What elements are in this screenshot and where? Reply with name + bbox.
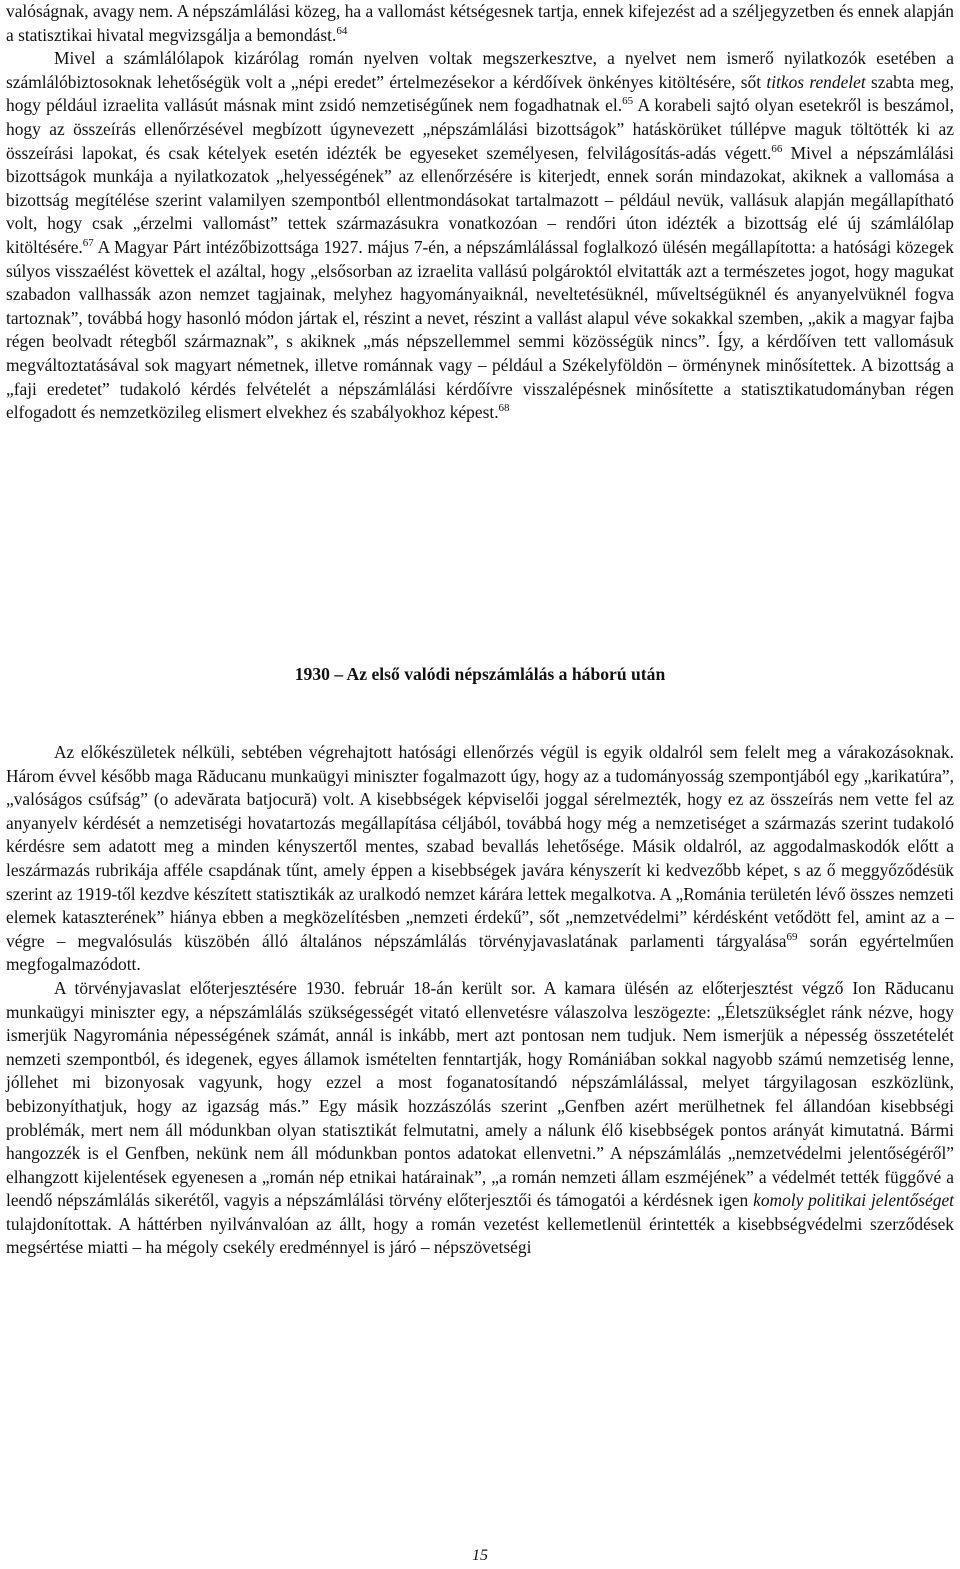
section-2-body: [6, 741, 954, 1260]
paragraph-3: Az előkészületek nélküli, sebtében végrehajtott hatósági ellenőrzés végül is egyik oldalról sem felelt meg a várakozásoknak. Három évvel később maga Răducanu munkaügyi miniszter fogalmazott úgy, hogy az a tudományosság szempontjából egy „karikatúra”, „valóságos csúfság” (o adevărata batjocură) volt. A kisebbségek képviselői joggal sérelmezték, hogy ez az összeírás nem vette fel az anyanyelv kérdését a nemzetiségi hovatartozás megállapítása céljából, továbbá hogy még a nemzetiséget a származás szerint tudakoló kérdésre sem adatott meg a minden kényszertől mentes, szabad bevallás lehetősége. Másik oldalról, az aggodalmaskodók előtt a leszármazás rubrikája afféle csapdának tűnt, amely éppen a kisebbségek javára kényszerít ki kedvezőbb képet, s az ő meggyőződésük szerint az 1919-től kezdve készített statisztikák az uralkodó nemzet kárára lettek megalkotva. A „Románia területén lévő összes nemzeti elemek kataszterének” hiánya ebben a megközelítésben „nemzeti érdekű”, sőt „nemzetvédelmi” kérdésként vetődött fel, amint az a – végre – megvalósulás küszöbén álló általános népszámlálás törvényjavaslatának parlamenti tárgyalása$^{69}$ során egyértelműen megfogalmazódott.: [6, 742, 954, 975]
footnote-ref: 65: [622, 95, 634, 108]
emphasis-text: titkos rendelet: [766, 71, 866, 92]
emphasis-text: komoly politikai jelentőséget: [753, 1190, 954, 1211]
paragraph-4: A törvényjavaslat előterjesztésére 1930. február 18-án került sor. A kamara ülésén az előterjesztést végző Ion Răducanu munkaügyi miniszter egy, a népszámlálás szükségességét vitató ellenvetésre válaszolva leszögezte: „Életszükséglet ránk nézve, hogy ismerjük Nagyrománia népességének számát, annál is inkább, mert azt pontosan nem tudjuk. Nem ismerjük a népesség összetételét nemzeti szempontból, és idegenek, egyes államok ismételten fenntartják, hogy Romániában sokkal nagyobb számú nemzetiség lenne, jóllehet mi bizonyosak vagyunk, hogy ezzel a most foganatosítandó népszámlálással, melyet tárgyilagosan eszközlünk, bebizonyíthatjuk, hogy az igazság más.” Egy másik hozzászólás szerint „Genfben azért merülhetnek fel állandóan kisebbségi problémák, mert nem áll módunkban olyan statisztikát felmutatni, amely a nálunk élő kisebbségek pontos arányát kimutatná. Bármi hangozzék is el Genfben, nekünk nem áll módunkban pontos adatokat ellenvetni.” A népszámlálás „nemzetvédelmi jelentőségéről” elhangzott kijelentések egyenesen a „román nép etnikai határainak”, „a román nemzeti állam eszméjének” a védelmét tették függővé a leendő népszámlálás sikerétől, vagyis a népszámlálási törvény előterjesztői és támogatói a kérdésnek igen komoly politikai jelentőséget tulajdonítottak. A háttérben nyilvánvalóan az állt, hogy a román vezetést kellemetlenül érintették a kisebbségvédelmi szerződések megsértése miatti – ha mégoly csekély eredménnyel is járó – népszövetségi: [6, 977, 954, 1258]
footnote-ref: 68: [498, 402, 510, 415]
footnote-ref: 67: [82, 237, 94, 250]
paragraph-2: Mivel a számlálólapok kizárólag román nyelven voltak megszerkesztve, a nyelvet nem ismerő nyilatkozók esetében a számlálóbiztosoknak lehetőségük volt a „népi eredet” értelmezésekor a kérdőívek önkényes kitöltésére, sőt titkos rendelet szabta meg, hogy például izraelita vallásút másnak mint zsidó nemzetiségűnek nem fogadhatnak el.$^{65}$ A korabeli sajtó olyan esetekről is beszámol, hogy az összeírás ellenőrzésével megbízott úgynevezett „népszámlálási bizottságok” hatáskörüket túllépve maguk töltötték ki az összeírási lapokat, és csak kételyek esetén idézték be egyeseket személyesen, felvilágosítás-adás végett.$^{66}$ Mivel a népszámlálási bizottságok munkája a nyilatkozatok „helyességének” az ellenőrzésére is kiterjedt, ennek során mindazokat, akiknek a vallomása a bizottság megítélése szerint valamilyen szempontból ellentmondásokat tartalmazott – például nevük, vallásuk alapján megállapítható volt, hogy csak „érzelmi vallomást” tettek származásukra vonatkozóan – rendőri úton idézték a bizottság elé új számlálólap kitöltésére.$^{67}$ A Magyar Párt intézőbizottsága 1927. május 7-én, a népszámlálással foglalkozó ülésén megállapította: a hatósági közegek súlyos visszaélést követtek el azáltal, hogy „elsősorban az izraelita vallású polgároktól elvitatták azt a természetes jogot, hogy magukat szabadon vallhassák azon nemzet tagjainak, melyhez hagyományaiknál, neveltetésüknél, műveltségüknél és anyanyelvüknél fogva tartoznak”, továbbá hogy hasonló módon jártak el, részint a nevet, részint a vallást alapul véve sokakkal szemben, „akik a magyar fajba régen beolvadt rétegből származnak”, s akiknek „más népszellemmel semmi közösségük nincs”. Így, a kérdőíven tett vallomásuk megváltoztatásával sok magyart németnek, illetve románnak vagy – például a Székelyföldön – örménynek minősítettek. A bizottság a „faji eredetet” tudakoló kérdés felvételét a népszámlálási kérdőívre visszalépésnek minősítette a statisztikatudományban régen elfogadott és nemzetközileg elismert elvekhez és szabályokhoz képest.$^{68}$: [6, 48, 955, 423]
footnote-ref: 66: [771, 142, 783, 155]
page-number: 15: [472, 1547, 488, 1564]
section-heading: 1930 – Az első valódi népszámlálás a háború után: [294, 664, 666, 684]
page-body: [6, 0, 954, 425]
paragraph-1: valóságnak, avagy nem. A népszámlálási közeg, ha a vallomást kétségesnek tartja, ennek kifejezést ad a széljegyzetben és ennek alapján a statisztikai hivatal megvizsgálja a bemondást.$^{64}$: [6, 1, 954, 45]
footnote-ref: 69: [786, 930, 798, 943]
footnote-ref: 64: [336, 24, 348, 37]
